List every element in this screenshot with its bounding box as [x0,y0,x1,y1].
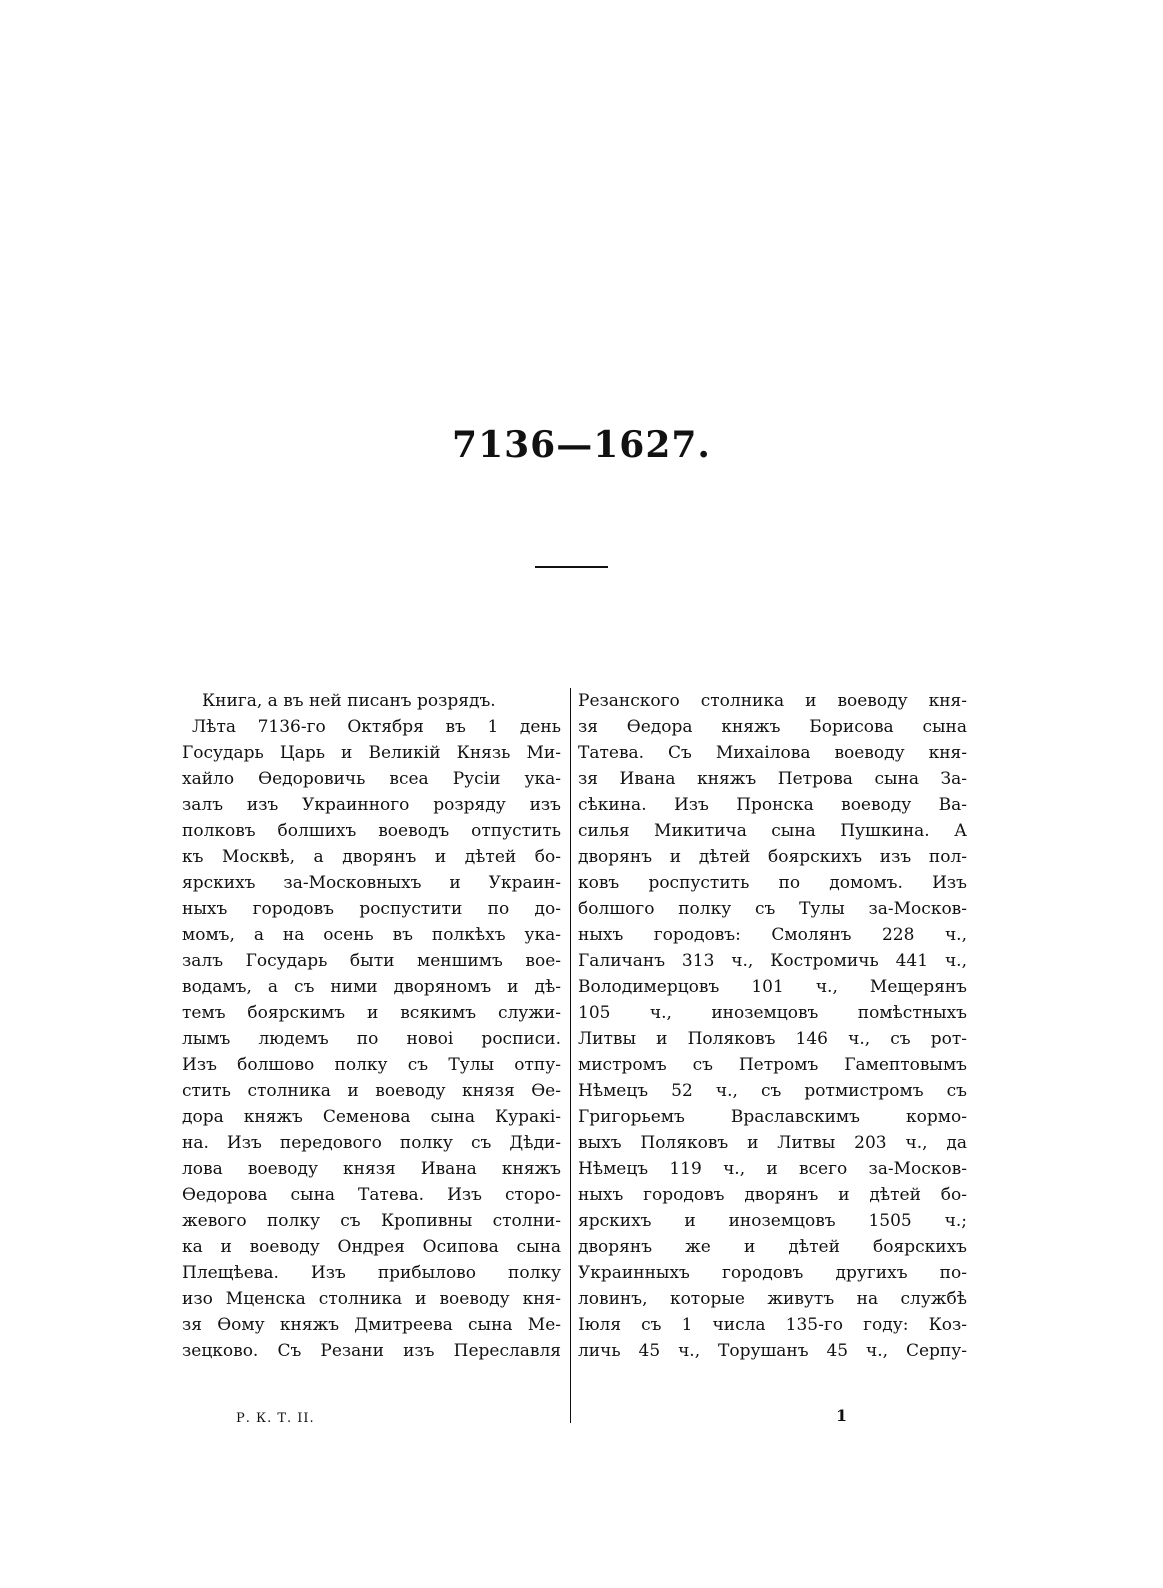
text-line: водамъ, а съ ними дворяномъ и дѣ- [182,977,561,997]
text-line: выхъ Поляковъ и Литвы 203 ч., да [578,1133,967,1153]
text-line: ярскихъ за-Московныхъ и Украин- [182,873,561,893]
text-line: Государь Царь и Великій Князь Ми- [182,743,561,763]
text-line: мистромъ съ Петромъ Гамептовымъ [578,1055,967,1075]
text-line: лова воеводу князя Ивана княжъ [182,1159,561,1179]
text-line: зецково. Съ Резани изъ Переславля [182,1341,561,1361]
text-line: Нѣмецъ 52 ч., съ ротмистромъ съ [578,1081,967,1101]
column-divider [570,688,571,1423]
text-line: зя Ѳедора княжъ Борисова сына [578,717,967,737]
text-line: хайло Ѳедоровичь всеа Русіи ука- [182,769,561,789]
text-line: Нѣмецъ 119 ч., и всего за-Москов- [578,1159,967,1179]
text-line: Григорьемъ Враславскимъ кормо- [578,1107,967,1127]
text-line: зя Ивана княжъ Петрова сына За- [578,769,967,789]
text-line: изо Мценска столника и воеводу кня- [182,1289,561,1309]
signature-mark: Р. К. Т. II. [236,1411,315,1426]
text-line: ловинъ, которые живутъ на службѣ [578,1289,967,1309]
text-line: на. Изъ передового полку съ Дѣди- [182,1133,561,1153]
left-column [182,688,561,1408]
right-column [578,688,967,1408]
text-line: Татева. Съ Михаілова воеводу кня- [578,743,967,763]
text-line: сѣкина. Изъ Пронска воеводу Ва- [578,795,967,815]
text-line: Ѳедорова сына Татева. Изъ сторо- [182,1185,561,1205]
text-line: дворянъ же и дѣтей боярскихъ [578,1237,967,1257]
text-line: 105 ч., иноземцовъ помѣстныхъ [578,1003,967,1023]
text-line: залъ изъ Украинного розряду изъ [182,795,561,815]
text-line: ковъ роспустить по домомъ. Изъ [578,873,967,893]
text-line: Галичанъ 313 ч., Костромичь 441 ч., [578,951,967,971]
text-line: залъ Государь быти меншимъ вое- [182,951,561,971]
text-line: ка и воеводу Ондрея Осипова сына [182,1237,561,1257]
text-line: ныхъ городовъ: Смолянъ 228 ч., [578,925,967,945]
title-rule [535,566,608,568]
text-line: дворянъ и дѣтей боярскихъ изъ пол- [578,847,967,867]
text-line: полковъ болшихъ воеводъ отпустить [182,821,561,841]
page-number: 1 [836,1406,848,1425]
text-line: темъ боярскимъ и всякимъ служи- [182,1003,561,1023]
text-line: Украинныхъ городовъ другихъ по- [578,1263,967,1283]
text-line: Плещѣева. Изъ прибылово полку [182,1263,561,1283]
text-line: Книга, а въ ней писанъ розрядъ. [202,691,496,711]
text-line: жевого полку съ Кропивны столни- [182,1211,561,1231]
text-line: Лѣта 7136-го Октября въ 1 день [192,717,561,737]
text-line: Резанского столника и воеводу кня- [578,691,967,711]
text-line: дора княжъ Семенова сына Куракі- [182,1107,561,1127]
text-line: ныхъ городовъ дворянъ и дѣтей бо- [578,1185,967,1205]
text-line: къ Москвѣ, а дворянъ и дѣтей бо- [182,847,561,867]
text-line: зя Ѳому княжъ Дмитреева сына Ме- [182,1315,561,1335]
text-line: стить столника и воеводу князя Ѳе- [182,1081,561,1101]
text-line: ярскихъ и иноземцовъ 1505 ч.; [578,1211,967,1231]
text-line: Изъ болшово полку съ Тулы отпу- [182,1055,561,1075]
text-line: лымъ людемъ по новоі росписи. [182,1029,561,1049]
text-line: силья Микитича сына Пушкина. А [578,821,967,841]
text-line: личь 45 ч., Торушанъ 45 ч., Серпу- [578,1341,967,1361]
text-line: Литвы и Поляковъ 146 ч., съ рот- [578,1029,967,1049]
text-line: Іюля съ 1 числа 135-го году: Коз- [578,1315,967,1335]
text-line: момъ, а на осень въ полкѣхъ ука- [182,925,561,945]
page-title: 7136—1627. [452,424,711,466]
text-line: ныхъ городовъ роспустити по до- [182,899,561,919]
text-line: Володимерцовъ 101 ч., Мещерянъ [578,977,967,997]
text-line: болшого полку съ Тулы за-Москов- [578,899,967,919]
